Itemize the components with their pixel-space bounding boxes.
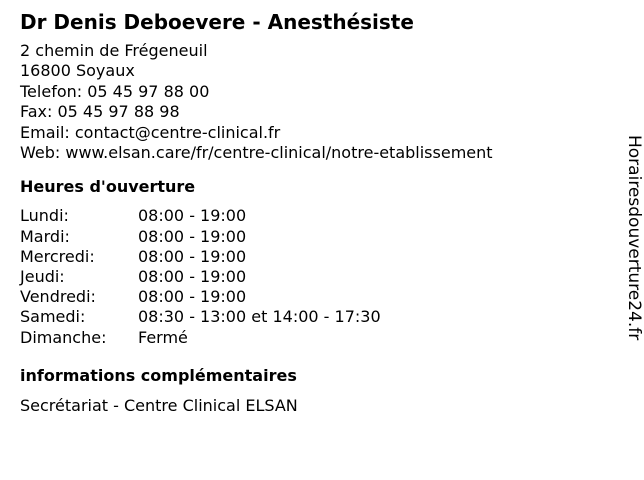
- additional-info-text: Secrétariat - Centre Clinical ELSAN: [20, 395, 298, 415]
- hours-row-thursday: [20, 267, 600, 287]
- email-address: Email: contact@centre-clinical.fr: [20, 122, 281, 142]
- hours-row-saturday: [20, 307, 600, 327]
- hours-time: 08:00 - 19:00: [138, 226, 247, 246]
- additional-info-heading: informations complémentaires: [20, 365, 297, 385]
- hours-row-sunday: [20, 328, 600, 348]
- hours-time: 08:00 - 19:00: [138, 267, 247, 287]
- hours-time: 08:00 - 19:00: [138, 287, 247, 307]
- site-watermark: Horairesdouverture24.fr: [624, 135, 644, 341]
- hours-row-wednesday: [20, 247, 600, 267]
- hours-row-monday: [20, 206, 600, 226]
- hours-time: Fermé: [138, 327, 188, 347]
- contact-block: [20, 41, 600, 163]
- phone-number: Telefon: 05 45 97 88 00: [20, 81, 210, 101]
- hours-time: 08:00 - 19:00: [138, 246, 247, 266]
- hours-day: Lundi:: [20, 206, 69, 226]
- address-city: 16800 Soyaux: [20, 61, 135, 81]
- opening-hours-table: [20, 206, 600, 347]
- hours-day: Jeudi:: [20, 267, 65, 287]
- hours-day: Mercredi:: [20, 246, 95, 266]
- page-title: Dr Denis Deboevere - Anesthésiste: [20, 10, 414, 34]
- website-address: Web: www.elsan.care/fr/centre-clinical/notre-etablissement: [20, 143, 493, 163]
- hours-day: Samedi:: [20, 307, 86, 327]
- address-street: 2 chemin de Frégeneuil: [20, 41, 208, 60]
- hours-row-friday: [20, 287, 600, 307]
- hours-time: 08:30 - 13:00 et 14:00 - 17:30: [138, 307, 381, 327]
- hours-day: Dimanche:: [20, 327, 107, 347]
- hours-time: 08:00 - 19:00: [138, 206, 247, 226]
- fax-number: Fax: 05 45 97 88 98: [20, 102, 180, 122]
- opening-hours-heading: Heures d'ouverture: [20, 177, 196, 197]
- hours-day: Mardi:: [20, 226, 70, 246]
- hours-row-tuesday: [20, 227, 600, 247]
- hours-day: Vendredi:: [20, 287, 96, 307]
- practitioner-card: [20, 9, 600, 416]
